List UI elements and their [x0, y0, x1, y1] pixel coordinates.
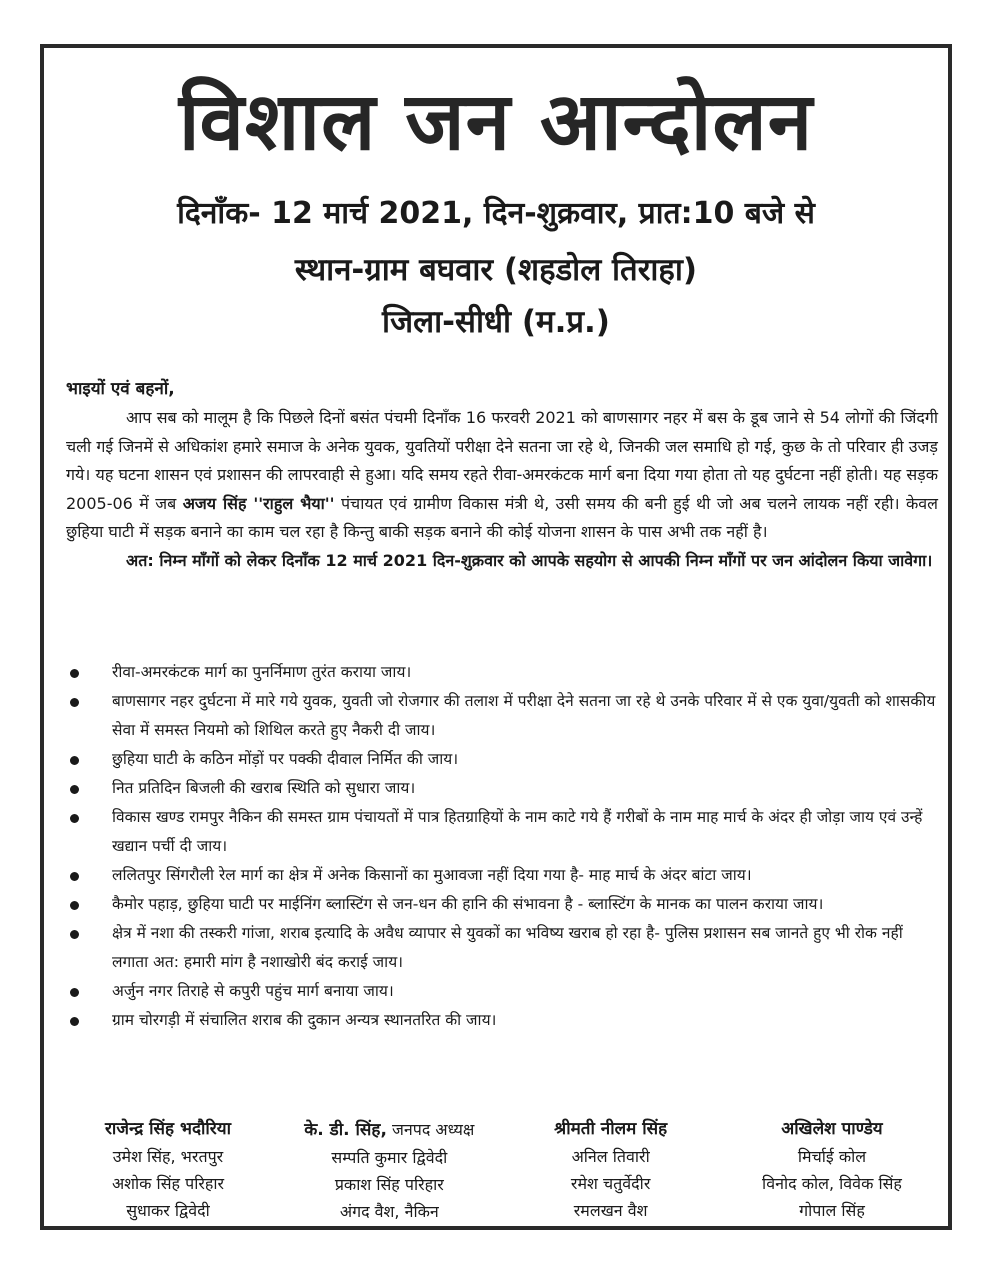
signatory-name: सम्पति कुमार द्विवेदी [331, 1148, 448, 1167]
demand-text: कैमोर पहाड़, छुहिया घाटी पर माईनिंग ब्लास्टिंग से जन-धन की हानि की संभावना है - ब्लास्टिंग के मानक का पालन कराया जाय। [112, 895, 824, 913]
demand-text: नित प्रतिदिन बिजली की खराब स्थिति को सुधारा जाय। [112, 779, 416, 797]
bullet-icon [70, 988, 79, 997]
signatory-lead-name: अखिलेश पाण्डेय [781, 1119, 883, 1139]
demand-item [66, 919, 938, 977]
body-text [66, 404, 938, 575]
bullet-icon [70, 901, 79, 910]
demand-item [66, 803, 938, 861]
signatory-name: रमलखन वैश [573, 1201, 648, 1220]
bullet-icon [70, 1017, 79, 1026]
bullet-icon [70, 785, 79, 794]
signatory-name: अशोक सिंह परिहार [111, 1174, 225, 1193]
paragraph-text: आप सब को मालूम है कि पिछले दिनों बसंत पंचमी दिनाँक 16 फरवरी 2021 को बाणसागर नहर में बस के डूब जाने से 54 लोगों की जिंदगी चली गई जिनमें से अधिकांश हमारे समाज के अनेक युवक, युवतियों परीक्षा देने सतना जा रहे थे, जिनकी जल समाधि हो गई, कुछ के तो परिवार ही उजड़ गये। यह घटना शासन एवं प्रशासन की लापरवाही से हुआ। यदि समय रहते रीवा-अमरकंटक मार्ग बना दिया गया होता तो यह दुर्घटना नहीं होती। यह सड़क 2005-06 में जब [66, 408, 938, 513]
bullet-icon [70, 698, 79, 707]
demand-text: ललितपुर सिंगरौली रेल मार्ग का क्षेत्र में अनेक किसानों का मुआवजा नहीं दिया गया है- माह मार्च के अंदर बांटा जाय। [112, 866, 752, 884]
signatory-head [501, 1116, 721, 1143]
demand-item [66, 1006, 938, 1035]
demand-item [66, 861, 938, 890]
signatory-name: उमेश सिंह, भरतपुर [112, 1147, 224, 1166]
demand-text: छुहिया घाटी के कठिन मोंड़ों पर पक्की दीवाल निर्मित की जाय। [112, 750, 459, 768]
event-venue-line: स्थान-ग्राम बघवार (शहडोल तिराहा) [294, 252, 698, 288]
demands-list [66, 658, 938, 1035]
bullet-icon [70, 814, 79, 823]
signatures-row [58, 1116, 942, 1225]
signatory-role: जनपद अध्यक्ष [386, 1120, 475, 1139]
demand-item [66, 687, 938, 745]
demand-item [66, 745, 938, 774]
signatory-head [58, 1116, 278, 1143]
bullet-icon [70, 872, 79, 881]
signatory-name: अनिल तिवारी [571, 1147, 650, 1166]
signatory-head [722, 1116, 942, 1143]
signatory-name: रमेश चतुर्वेदीर [570, 1174, 651, 1193]
minister-name: अजय सिंह ''राहुल भैया'' [182, 493, 335, 513]
bullet-icon [70, 756, 79, 765]
demand-text: क्षेत्र में नशा की तस्करी गांजा, शराब इत्यादि के अवैध व्यापार से युवकों का भविष्य खराब हो रहा है- पुलिस प्रशासन सब जानते हुए भी रोक नहीं लगाता अत: हमारी मांग है नशाखोरी बंद कराई जाय। [112, 924, 903, 971]
demand-item [66, 890, 938, 919]
signatory-name: अंगद वैश, नैकिन [339, 1202, 439, 1221]
poster-title: विशाल जन आन्दोलन [178, 75, 814, 168]
demands-intro: अत: निम्न माँगों को लेकर दिनाँक 12 मार्च 2021 दिन-शुक्रवार को आपके सहयोग से आपकी निम्न माँगों पर जन आंदोलन किया जावेगा। [126, 550, 933, 570]
bullet-icon [70, 930, 79, 939]
signature-column [501, 1116, 721, 1225]
signatory-name: विनोद कोल, विवेक सिंह [762, 1174, 902, 1193]
demand-item [66, 774, 938, 803]
signatory-name: प्रकाश सिंह परिहार [334, 1175, 444, 1194]
demand-item [66, 658, 938, 687]
salutation: भाइयों एवं बहनों, [66, 379, 175, 399]
signatory-name: गोपाल सिंह [799, 1201, 865, 1220]
signatory-lead-name: राजेन्द्र सिंह भदौरिया [104, 1119, 231, 1139]
bullet-icon [70, 669, 79, 678]
event-district-line: जिला-सीधी (म.प्र.) [382, 304, 610, 340]
demand-text: बाणसागर नहर दुर्घटना में मारे गये युवक, युवती जो रोजगार की तलाश में परीक्षा देने सतना जा रहे थे उनके परिवार में से एक युवा/युवती को शासकीय सेवा में समस्त नियमो को शिथिल करते हुए नैकरी दी जाय। [112, 692, 936, 739]
demand-item [66, 977, 938, 1006]
demand-text: रीवा-अमरकंटक मार्ग का पुनर्निमाण तुरंत कराया जाय। [112, 663, 412, 681]
signatory-name: सुधाकर द्विवेदी [126, 1201, 210, 1220]
signature-column [58, 1116, 278, 1225]
signature-column [722, 1116, 942, 1225]
event-date-line: दिनाँक- 12 मार्च 2021, दिन-शुक्रवार, प्रात:10 बजे से [177, 196, 815, 231]
poster-frame [40, 44, 952, 1230]
signatory-name: मिर्चाई कोल [797, 1147, 867, 1166]
signatory-lead-name: के. डी. सिंह, [304, 1120, 387, 1140]
signatory-lead-name: श्रीमती नीलम सिंह [554, 1119, 668, 1139]
paragraph-text-cont: पंचायत एवं ग्रामीण विकास मंत्री थे, उसी समय की बनी हुई थी जो अब चलने लायक नहीं रही। केवल छुहिया घाटी में सड़क बनाने का काम चल रहा है किन्तु बाकी सड़क बनाने की कोई योजना शासन के पास अभी तक नहीं है। [66, 493, 938, 541]
signature-column [279, 1116, 499, 1225]
body-paragraph [66, 404, 938, 547]
signatory-head [279, 1116, 499, 1144]
demand-text: विकास खण्ड रामपुर नैकिन की समस्त ग्राम पंचायतों में पात्र हितग्राहियों के नाम काटे गये हैं गरीबों के नाम माह मार्च के अंदर ही जोड़ा जाय एवं उन्हें खद्यान पर्ची दी जाय। [112, 808, 923, 855]
demand-text: अर्जुन नगर तिराहे से कपुरी पहुंच मार्ग बनाया जाय। [112, 982, 394, 1000]
demand-text: ग्राम चोरगड़ी में संचालित शराब की दुकान अन्यत्र स्थानतरित की जाय। [112, 1011, 497, 1029]
